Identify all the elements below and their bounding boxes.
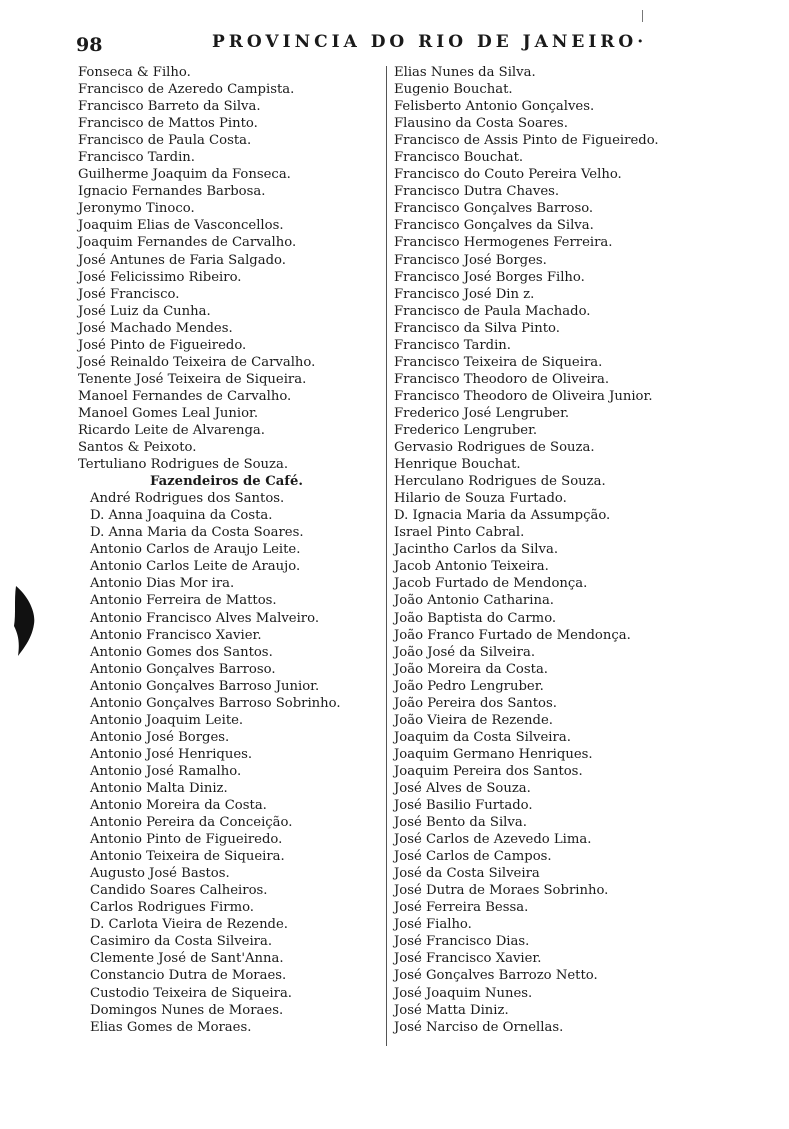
list-entry: José Alves de Souza.	[394, 780, 531, 796]
list-entry: D. Anna Maria da Costa Soares.	[90, 525, 304, 541]
list-entry: José Ferreira Bessa.	[394, 900, 529, 916]
list-entry: Jacob Antonio Teixeira.	[394, 559, 549, 575]
list-entry: José Joaquim Nunes.	[394, 985, 533, 1001]
list-entry: Francisco Gonçalves Barroso.	[394, 201, 594, 217]
list-entry: Flausino da Costa Soares.	[394, 116, 568, 132]
list-entry: Frederico José Lengruber.	[394, 405, 570, 421]
list-entry: José Dutra de Moraes Sobrinho.	[394, 883, 609, 899]
list-entry: Antonio Carlos Leite de Araujo.	[90, 559, 301, 575]
list-entry: D. Anna Joaquina da Costa.	[90, 508, 273, 524]
list-entry: Joaquim Pereira dos Santos.	[394, 763, 583, 779]
list-entry: Francisco do Couto Pereira Velho.	[394, 167, 622, 183]
list-entry: Antonio Pinto de Figueiredo.	[90, 832, 283, 848]
list-entry: José Felicissimo Ribeiro.	[78, 269, 242, 285]
list-entry: Fonseca & Filho.	[78, 65, 191, 80]
list-entry: José Basilio Furtado.	[394, 798, 533, 814]
list-entry: Francisco José Borges.	[394, 252, 547, 268]
list-entry: Francisco Tardin.	[394, 337, 511, 353]
list-entry: Francisco Teixeira de Siqueira.	[394, 354, 603, 370]
list-entry: José Francisco Dias.	[394, 934, 530, 950]
list-entry: Hilario de Souza Furtado.	[394, 491, 567, 507]
page-number: 98	[76, 34, 103, 56]
list-entry: Francisco de Assis Pinto de Figueiredo.	[394, 133, 659, 149]
list-entry: Francisco Bouchat.	[394, 150, 524, 166]
list-entry: Felisberto Antonio Gonçalves.	[394, 99, 595, 115]
list-entry: José Reinaldo Teixeira de Carvalho.	[78, 354, 316, 370]
list-entry: Casimiro da Costa Silveira.	[90, 934, 273, 950]
list-entry: Antonio José Ramalho.	[90, 763, 242, 779]
list-entry: Santos & Peixoto.	[78, 440, 197, 456]
list-entry: José Pinto de Figueiredo.	[78, 337, 247, 353]
list-entry: Antonio Moreira da Costa.	[90, 798, 267, 814]
list-entry: Carlos Rodrigues Firmo.	[90, 900, 254, 916]
list-entry: José Bento da Silva.	[394, 815, 527, 831]
list-entry: Francisco Tardin.	[78, 150, 195, 166]
list-entry: Antonio Gonçalves Barroso Sobrinho.	[90, 695, 341, 711]
list-entry: D. Ignacia Maria da Assumpção.	[394, 508, 611, 524]
list-entry: Ignacio Fernandes Barbosa.	[78, 184, 266, 200]
list-entry: Joaquim da Costa Silveira.	[394, 729, 571, 745]
list-entry: Candido Soares Calheiros.	[90, 883, 268, 899]
list-entry: Antonio Gomes dos Santos.	[90, 644, 273, 660]
list-entry: José Gonçalves Barrozo Netto.	[394, 968, 598, 984]
list-entry: João Pereira dos Santos.	[394, 695, 557, 711]
list-entry: Antonio Dias Mor ira.	[90, 576, 235, 592]
list-entry: José Francisco Xavier.	[394, 951, 542, 967]
section-heading: Fazendeiros de Café.	[150, 474, 303, 490]
list-entry: Francisco da Silva Pinto.	[394, 320, 560, 336]
right-column	[394, 64, 724, 1036]
list-entry: Tenente José Teixeira de Siqueira.	[78, 371, 307, 387]
list-entry: José Machado Mendes.	[78, 320, 233, 336]
coffee-farmers-list	[78, 490, 378, 1036]
list-entry: Francisco Dutra Chaves.	[394, 184, 560, 200]
list-entry: Antonio Malta Diniz.	[90, 780, 228, 796]
list-entry: Jacob Furtado de Mendonça.	[394, 576, 588, 592]
list-entry: José Fialho.	[394, 917, 472, 933]
list-entry: Israel Pinto Cabral.	[394, 525, 525, 541]
list-entry: João Baptista do Carmo.	[394, 610, 557, 626]
list-entry: Ricardo Leite de Alvarenga.	[78, 422, 265, 438]
list-entry: Francisco José Din z.	[394, 286, 535, 302]
list-entry: D. Carlota Vieira de Rezende.	[90, 917, 288, 933]
list-entry: Joaquim Germano Henriques.	[394, 746, 593, 762]
list-entry: Henrique Bouchat.	[394, 457, 521, 473]
list-entry: Antonio Teixeira de Siqueira.	[90, 849, 285, 865]
list-entry: Frederico Lengruber.	[394, 422, 538, 438]
list-entry: João Moreira da Costa.	[394, 661, 548, 677]
list-entry: Manoel Gomes Leal Junior.	[78, 405, 259, 421]
list-entry: Constancio Dutra de Moraes.	[90, 968, 287, 984]
list-entry: José Francisco.	[78, 286, 180, 302]
list-entry: Antonio Gonçalves Barroso.	[90, 661, 276, 677]
list-entry: Francisco de Paula Costa.	[78, 133, 252, 149]
list-entry: José Carlos de Campos.	[394, 849, 552, 865]
list-entry: Antonio Pereira da Conceição.	[90, 815, 293, 831]
list-entry: Gervasio Rodrigues de Souza.	[394, 440, 595, 456]
coffee-farmers-list-continued	[394, 64, 724, 1036]
list-entry: Augusto José Bastos.	[90, 866, 230, 882]
list-entry: Francisco de Azeredo Campista.	[78, 82, 295, 98]
list-entry: Antonio Francisco Alves Malveiro.	[90, 610, 320, 626]
list-entry: Guilherme Joaquim da Fonseca.	[78, 167, 291, 183]
list-entry: Joaquim Elias de Vasconcellos.	[78, 218, 284, 234]
list-entry: José Antunes de Faria Salgado.	[78, 252, 286, 268]
list-entry: Eugenio Bouchat.	[394, 82, 513, 98]
list-entry: Herculano Rodrigues de Souza.	[394, 474, 606, 490]
list-entry: Manoel Fernandes de Carvalho.	[78, 388, 292, 404]
list-entry: Francisco de Paula Machado.	[394, 303, 591, 319]
list-entry: José da Costa Silveira	[394, 866, 540, 882]
list-entry: Antonio José Borges.	[90, 729, 230, 745]
list-entry: Antonio Francisco Xavier.	[90, 627, 262, 643]
list-entry: João Vieira de Rezende.	[394, 712, 553, 728]
list-entry: Elias Gomes de Moraes.	[90, 1019, 252, 1035]
list-entry: Francisco Gonçalves da Silva.	[394, 218, 594, 234]
margin-mark	[642, 10, 643, 22]
list-entry: Francisco Hermogenes Ferreira.	[394, 235, 613, 251]
list-entry: João Pedro Lengruber.	[394, 678, 544, 694]
list-entry: José Luiz da Cunha.	[78, 303, 211, 319]
list-entry: Domingos Nunes de Moraes.	[90, 1002, 284, 1018]
list-entry: Francisco de Mattos Pinto.	[78, 116, 258, 132]
list-entry: Jeronymo Tinoco.	[78, 201, 195, 217]
list-entry: Francisco Theodoro de Oliveira.	[394, 371, 610, 387]
merchant-list	[78, 64, 378, 473]
list-entry: Elias Nunes da Silva.	[394, 65, 536, 80]
list-entry: José Carlos de Azevedo Lima.	[394, 832, 592, 848]
list-entry: Joaquim Fernandes de Carvalho.	[78, 235, 297, 251]
list-entry: Tertuliano Rodrigues de Souza.	[78, 457, 289, 473]
list-entry: Antonio Joaquim Leite.	[90, 712, 244, 728]
list-entry: Antonio Ferreira de Mattos.	[90, 593, 277, 609]
list-entry: Antonio José Henriques.	[90, 746, 253, 762]
list-entry: José Matta Diniz.	[394, 1002, 509, 1018]
list-entry: João Antonio Catharina.	[394, 593, 554, 609]
left-column	[78, 64, 378, 1036]
list-entry: Antonio Gonçalves Barroso Junior.	[90, 678, 320, 694]
column-divider	[386, 66, 387, 1046]
list-entry: André Rodrigues dos Santos.	[90, 491, 285, 507]
list-entry: Francisco José Borges Filho.	[394, 269, 585, 285]
list-entry: Francisco Barreto da Silva.	[78, 99, 261, 115]
list-entry: Jacintho Carlos da Silva.	[394, 542, 559, 558]
running-title: PROVINCIA DO RIO DE JANEIRO·	[212, 32, 648, 52]
list-entry: João Franco Furtado de Mendonça.	[394, 627, 631, 643]
ink-blot-mark	[14, 586, 36, 656]
list-entry: Custodio Teixeira de Siqueira.	[90, 985, 292, 1001]
list-entry: Clemente José de Sant'Anna.	[90, 951, 284, 967]
list-entry: Francisco Theodoro de Oliveira Junior.	[394, 388, 653, 404]
list-entry: José Narciso de Ornellas.	[394, 1019, 564, 1035]
list-entry: Antonio Carlos de Araujo Leite.	[90, 542, 301, 558]
list-entry: João José da Silveira.	[394, 644, 536, 660]
